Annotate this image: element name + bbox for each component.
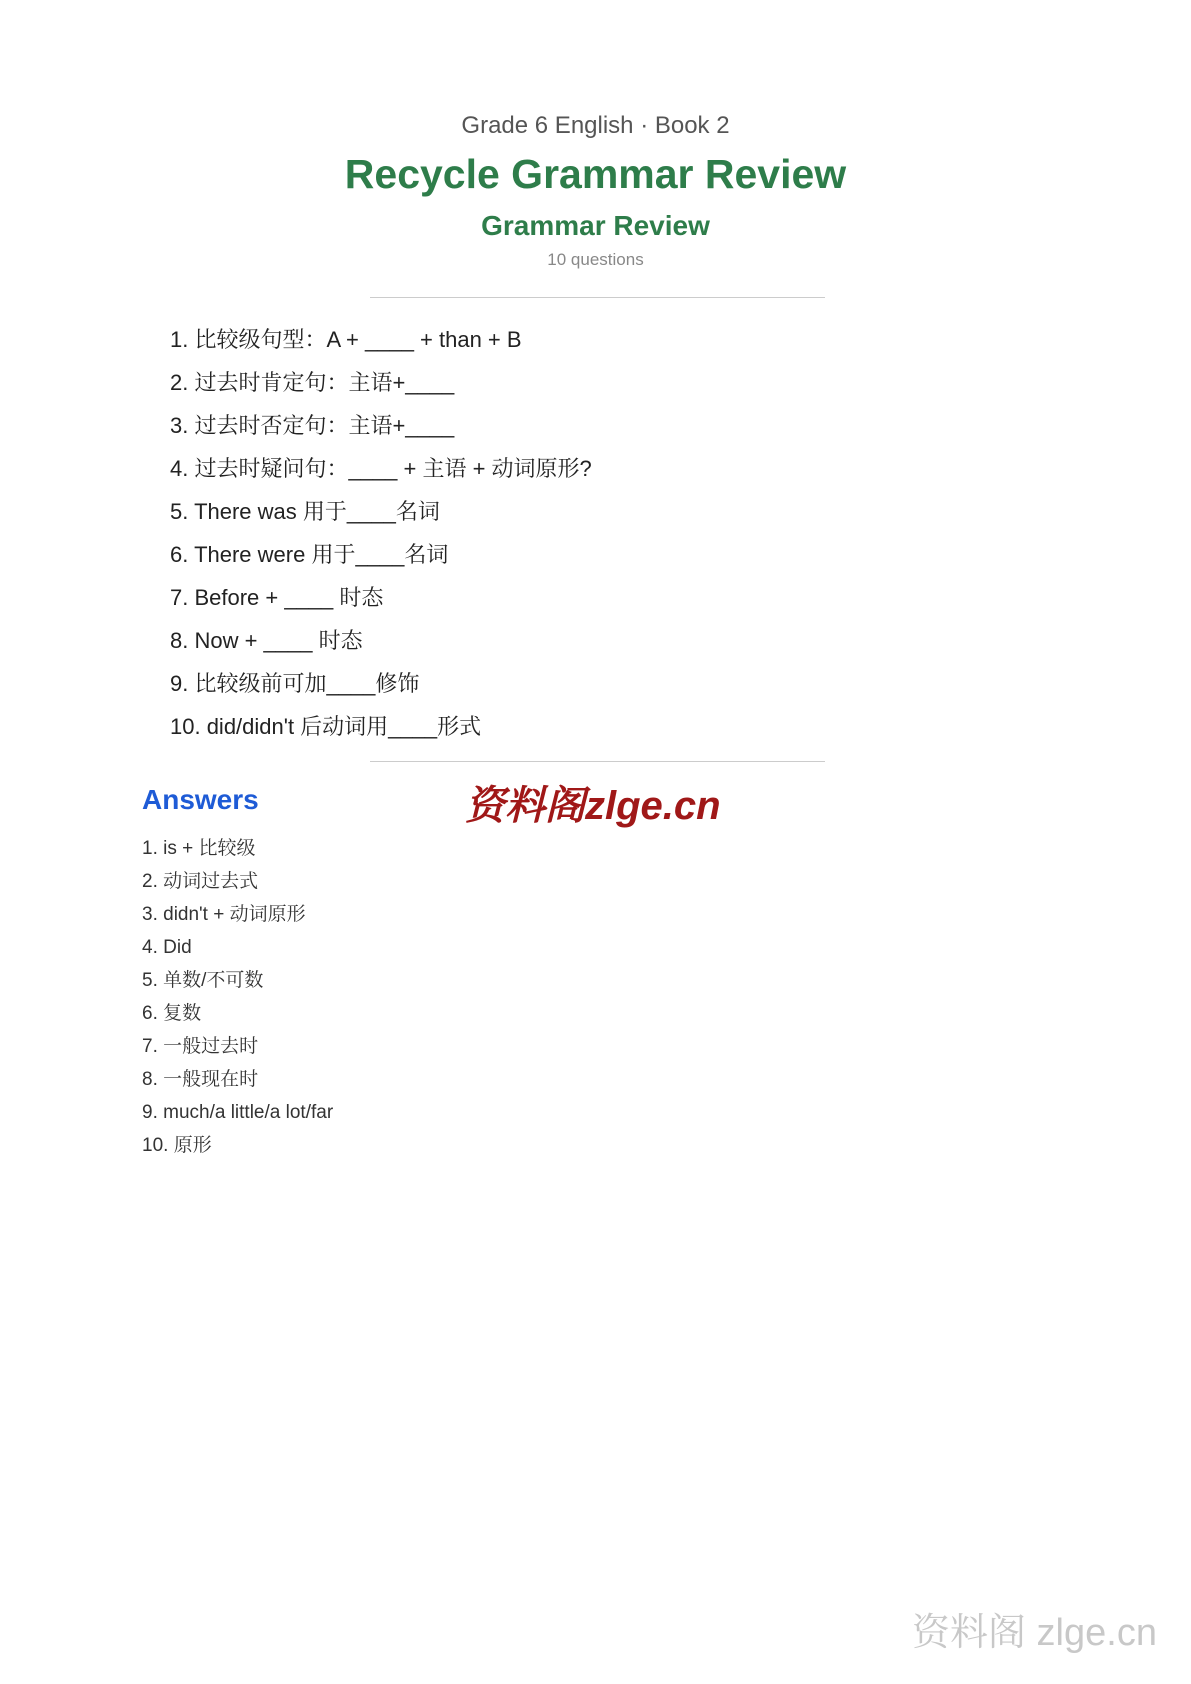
watermark-logo: 资料阁zlge.cn <box>465 784 721 828</box>
question-item: 3. 过去时否定句：主语+____ <box>170 413 455 438</box>
question-item: 8. Now + ____ 时态 <box>170 628 363 653</box>
question-item: 5. There was 用于____名词 <box>170 499 440 524</box>
question-item: 1. 比较级句型：A + ____ + than + B <box>170 327 522 352</box>
subject-line: Grade 6 English · Book 2 <box>461 112 730 139</box>
answer-item: 1. is + 比较级 <box>142 838 256 859</box>
answer-item: 2. 动词过去式 <box>142 871 259 892</box>
answer-item: 9. much/a little/a lot/far <box>142 1102 334 1123</box>
question-item: 4. 过去时疑问句：____ + 主语 + 动词原形? <box>170 456 592 481</box>
question-list <box>170 318 592 748</box>
question-item: 6. There were 用于____名词 <box>170 542 449 567</box>
answer-item: 4. Did <box>142 937 192 958</box>
question-item: 10. did/didn't 后动词用____形式 <box>170 714 482 739</box>
answer-item: 6. 复数 <box>142 1003 202 1024</box>
divider-bottom <box>370 761 825 762</box>
page-title: Recycle Grammar Review <box>344 151 847 197</box>
divider-top <box>370 297 825 298</box>
page-subtitle: Grammar Review <box>481 210 710 241</box>
answer-item: 10. 原形 <box>142 1135 212 1156</box>
answer-item: 3. didn't + 动词原形 <box>142 904 306 925</box>
answer-list <box>142 832 333 1162</box>
answer-item: 7. 一般过去时 <box>142 1036 259 1057</box>
answers-heading: Answers <box>142 784 259 815</box>
watermark-corner: 资料阁 zlge.cn <box>912 1612 1157 1654</box>
worksheet-header <box>0 110 1191 272</box>
question-count: 10 questions <box>547 250 644 269</box>
question-item: 2. 过去时肯定句：主语+____ <box>170 370 455 395</box>
question-item: 7. Before + ____ 时态 <box>170 585 384 610</box>
question-item: 9. 比较级前可加____修饰 <box>170 671 420 696</box>
answer-item: 5. 单数/不可数 <box>142 970 264 991</box>
answer-item: 8. 一般现在时 <box>142 1069 259 1090</box>
